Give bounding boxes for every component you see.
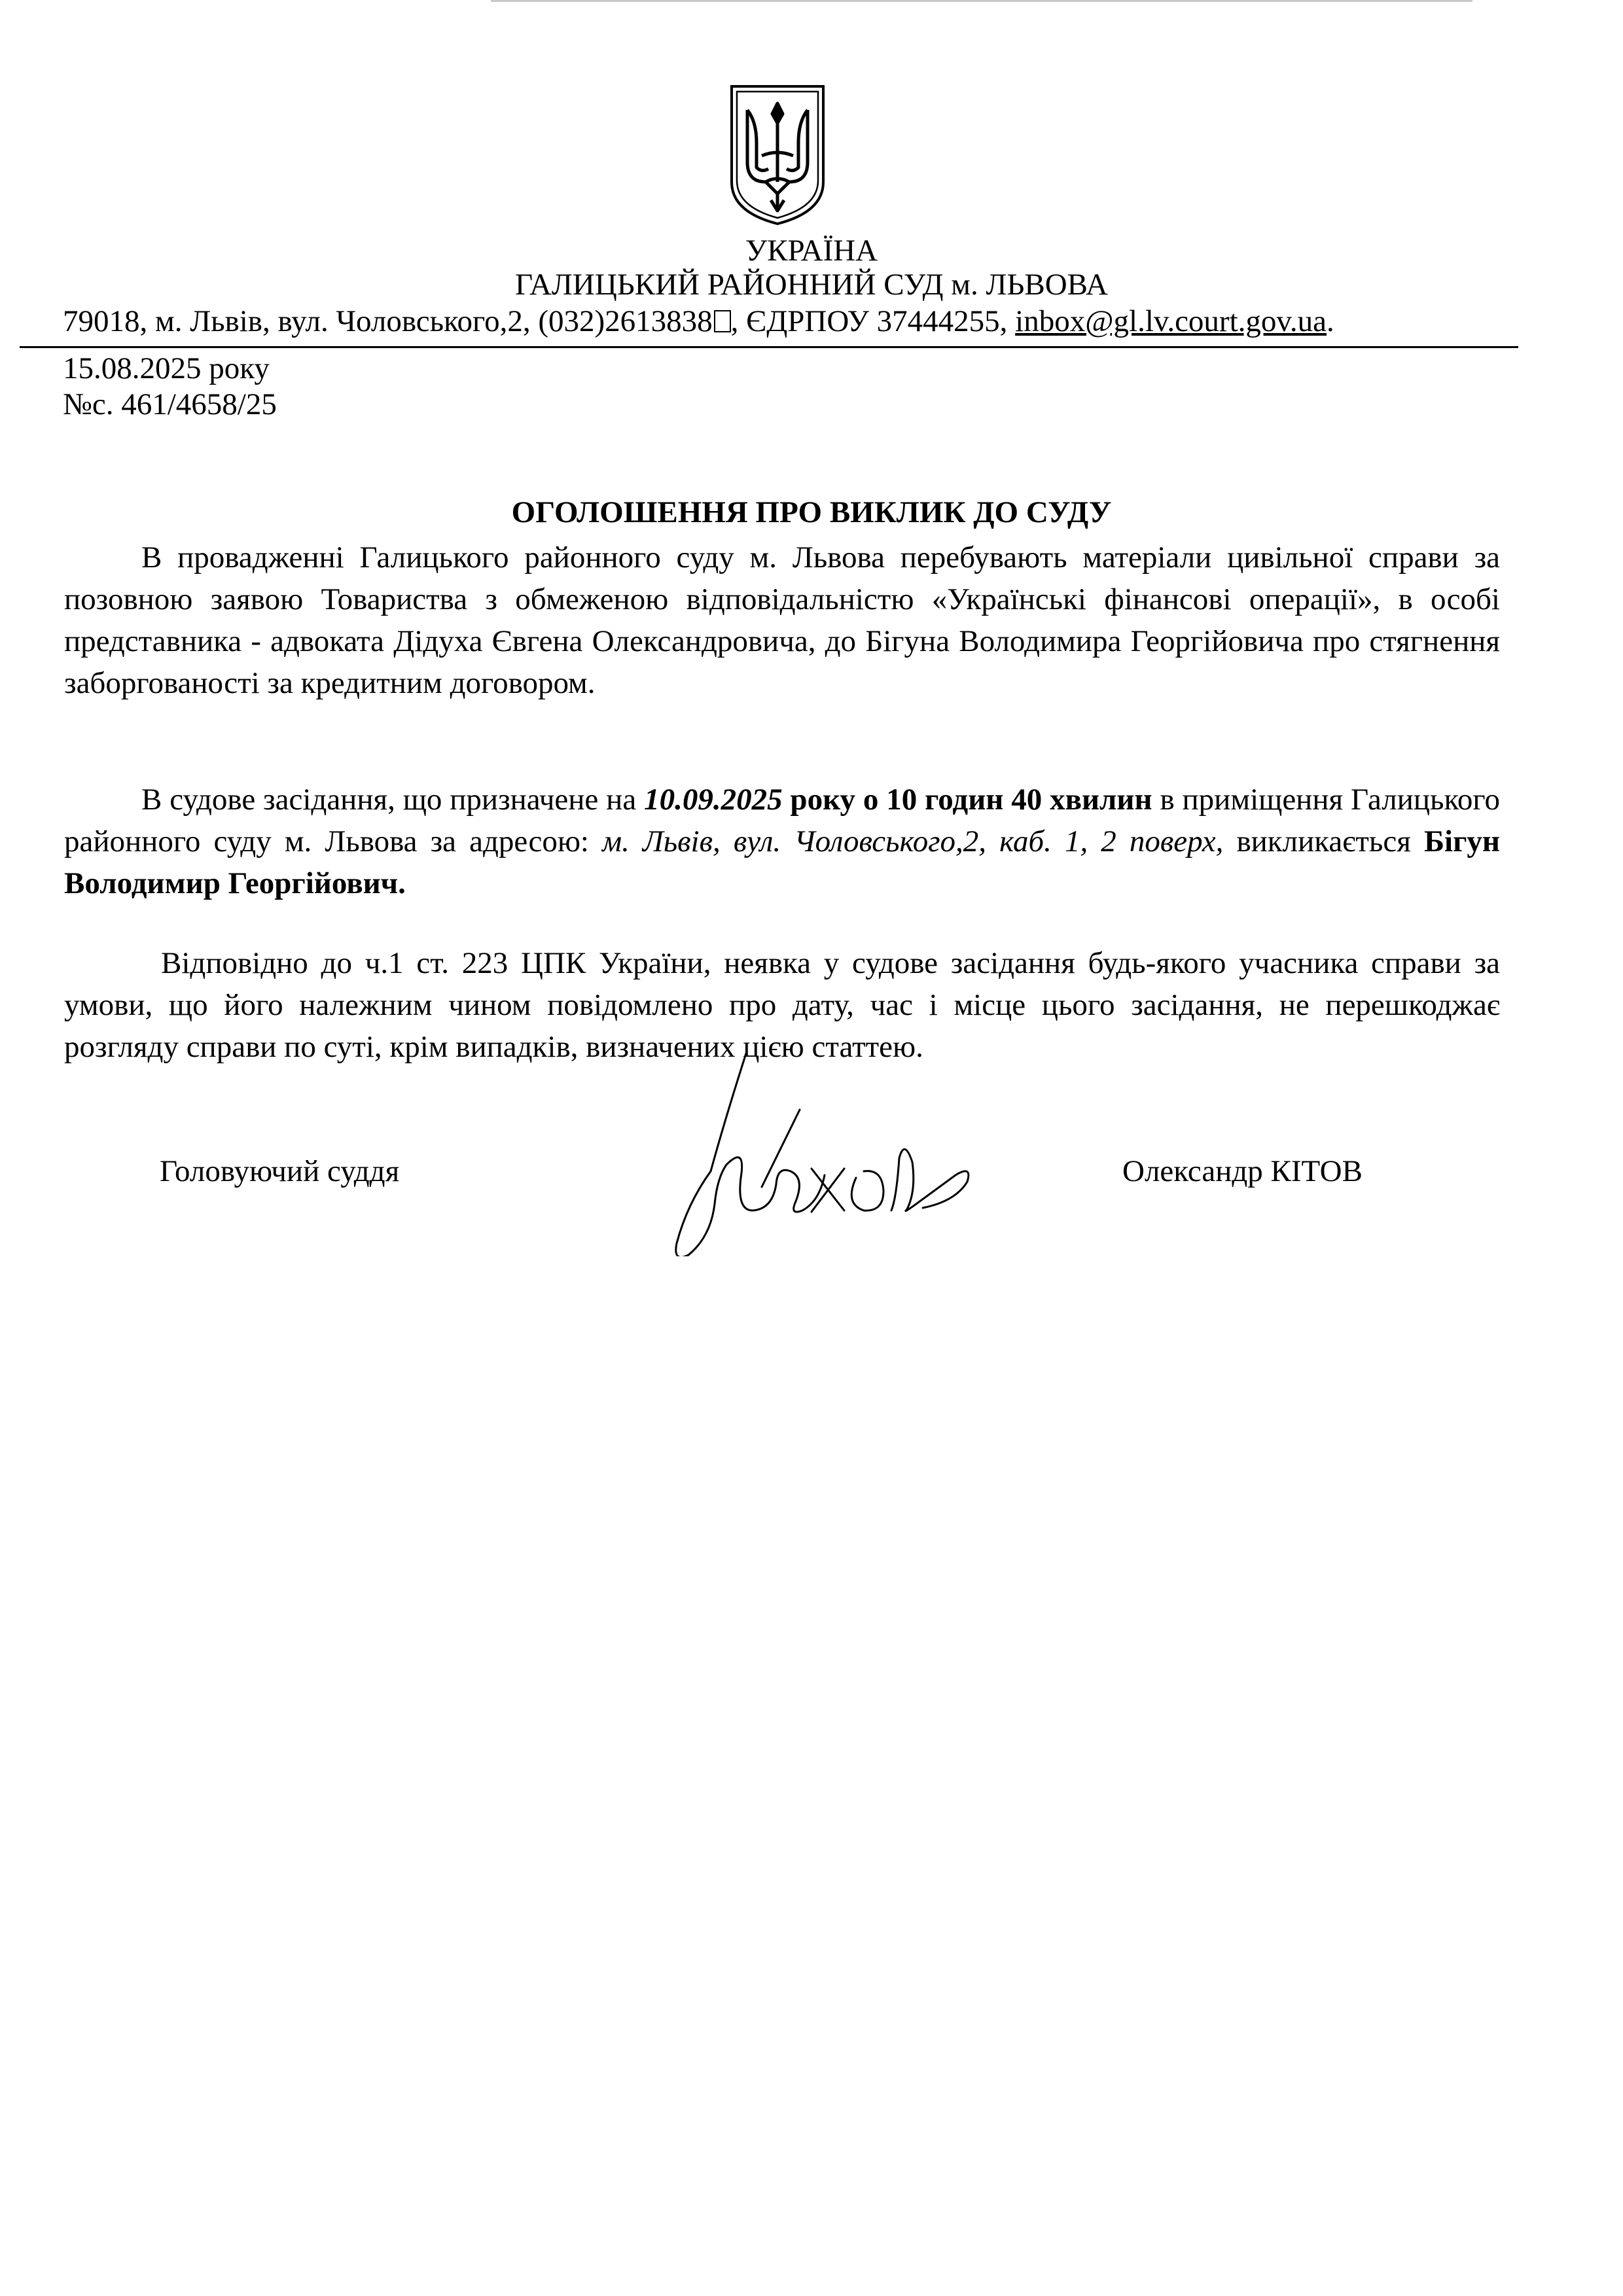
email-link[interactable]: inbox@gl.lv.court.gov.ua bbox=[1015, 304, 1327, 338]
summoned-person: Бігун Володимир Георгійович. bbox=[64, 824, 1500, 900]
court-name-heading: ГАЛИЦЬКИЙ РАЙОННИЙ СУД м. ЛЬВОВА bbox=[515, 268, 1108, 302]
hearing-date: 10.09.2025 bbox=[644, 783, 783, 817]
trident-coat-of-arms-icon bbox=[728, 84, 827, 226]
judge-name: Олександр КІТОВ bbox=[1122, 1154, 1363, 1188]
document-date: 15.08.2025 року bbox=[63, 351, 270, 385]
address-text: 79018, м. Львів, вул. Чоловського,2, (032)2613838 bbox=[63, 304, 713, 338]
case-number: №с. 461/4658/25 bbox=[63, 387, 277, 421]
notice-paragraph-2: В судове засідання, що призначене на 10.09.2025 року о 10 годин 40 хвилин в приміщення Галицького районного суду м. Львова за адресою: м. Львів, вул. Чоловського,2, каб. 1, 2 поверх, викликається Бігун Володимир Георгійович. bbox=[64, 783, 1500, 900]
country-heading: УКРАЇНА bbox=[745, 234, 878, 268]
notice-paragraph-1: В провадженні Галицького районного суду м. Львова перебувають матеріали цивільної справи за позовною заявою Товариства з обмеженою відповідальністю «Українські фінансові операції», в особі представника - адвоката Дідуха Євгена Олександровича, до Бігуна Володимира Георгійовича про стягнення заборгованості за кредитним договором. bbox=[64, 540, 1500, 700]
top-scan-line bbox=[491, 0, 1472, 2]
box-icon bbox=[714, 310, 731, 332]
header-divider bbox=[20, 346, 1518, 348]
judge-role: Головуючий суддя bbox=[160, 1154, 400, 1188]
notice-title: ОГОЛОШЕННЯ ПРО ВИКЛИК ДО СУДУ bbox=[511, 495, 1112, 529]
notice-paragraph-3: Відповідно до ч.1 ст. 223 ЦПК України, неявка у судове засідання будь-якого учасника справи за умови, що його належним чином повідомлено про дату, час і місце цього засідання, не перешкоджає розгляду справи по суті, крім випадків, визначених цією статтею. bbox=[64, 946, 1500, 1064]
hearing-time: року о 10 годин 40 хвилин bbox=[782, 783, 1152, 817]
handwritten-signature-icon bbox=[648, 1047, 995, 1256]
court-address-line: 79018, м. Львів, вул. Чоловського,2, (032)2613838 , ЄДРПОУ 37444255, inbox@gl.lv.court.gov.ua. bbox=[63, 304, 1334, 338]
hearing-address: м. Львів, вул. Чоловського,2, каб. 1, 2 поверх, bbox=[602, 824, 1224, 858]
edrpou-text: , ЄДРПОУ 37444255, bbox=[730, 304, 1016, 338]
